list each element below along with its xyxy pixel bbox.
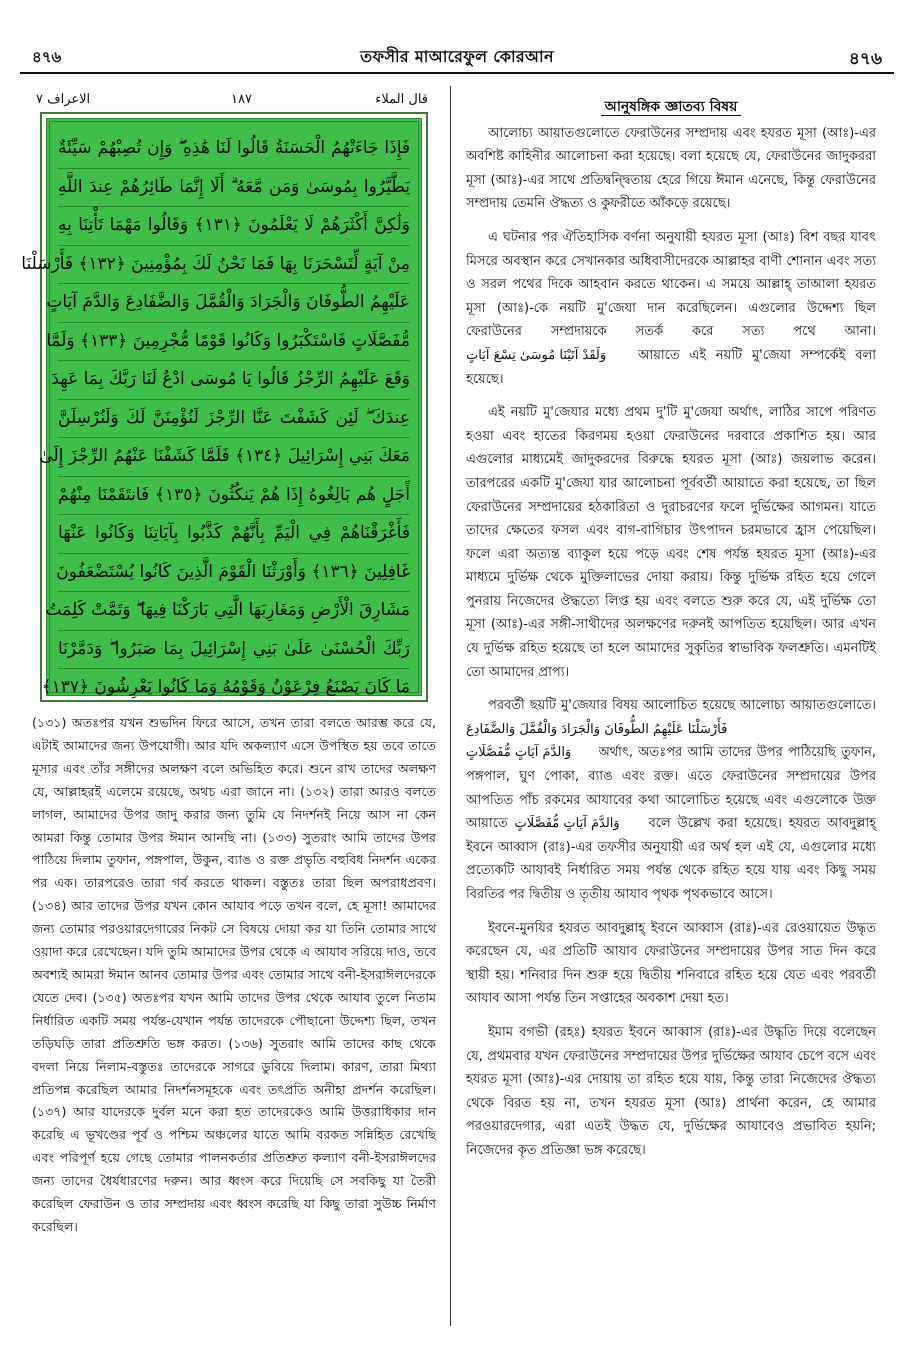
commentary-paragraph: আলোচ্য আয়াতগুলোতে ফেরাউনের সম্প্রদায় এবং হযরত মূসা (আঃ)-এর অবশিষ্ট কাহিনীর আলোচনা করা হয়েছে। বলা হয়েছে যে, ফেরাউনের জাদুকররা মূসা (আঃ)-এর সাথে প্রতিদ্বন্দ্বিতায় হেরে গিয়ে ঈমান এনেছে, কিন্তু ফেরাউনের সম্প্রদায় তেমনি ঔদ্ধত্য ও কুফরীতে আঁকড়ে রয়েছে। — [466, 125, 876, 212]
commentary-paragraph: এ ঘটনার পর ঐতিহাসিক বর্ণনা অনুযায়ী হযরত মূসা (আঃ) বিশ বছর যাবৎ মিসরে অবস্থান করে সেখানকার অধিবাসীদেরকে আল্লাহর বাণী শোনান এবং সত্য ও সরল পথের দিকে আহবান করতে থাকেন। এ সময়ে আল্লাহ্ তাআলা হযরত মূসা (আঃ)-কে নয়টি মু'জেযা দান করেছিলেন। এগুলোর উদ্দেশ্য ছিল ফেরাউনের সম্প্রদায়কে সতর্ক করে সত্য পথে আনা। وَلَقَدْ آتَيْنَا مُوسَىٰ تِسْعَ آيَاتٍ আয়াতে এই নয়টি মু'জেযা সম্পর্কেই বলা হয়েছে। — [466, 229, 877, 387]
quran-line: أَجَلٍ هُم بَالِغُوهُ إِذَا هُمْ يَنكُثُونَ ﴿١٣٥﴾ فَانتَقَمْنَا مِنْهُمْ — [58, 477, 410, 516]
quran-line: فَإِذَا جَاءَتْهُمُ الْحَسَنَةُ قَالُوا لَنَا هَٰذِهِ ۖ وَإِن تُصِبْهُمْ سَيِّئَةٌ — [58, 130, 410, 169]
section-title: আনুষঙ্গিক জ্ঞাতব্য বিষয় — [466, 96, 876, 120]
quran-line: مِنْ آيَةٍ لِّتَسْحَرَنَا بِهَا فَمَا نَحْنُ لَكَ بِمُؤْمِنِينَ ﴿١٣٢﴾ فَأَرْسَلْنَا — [58, 246, 410, 285]
page-header — [20, 28, 894, 70]
arabic-quote: فَأَرْسَلْنَا عَلَيْهِمُ الطُّوفَانَ وَالْجَرَادَ وَالْقُمَّلَ وَالضَّفَادِعَ — [466, 721, 728, 737]
quran-text-box — [21, 112, 428, 702]
translation-text: (১৩১) অতঃপর যখন শুভদিন ফিরে আসে, তখন তারা বলতে আরম্ভ করে যে, এটাই আমাদের জন্য উপযোগী। আর যদি অকল্যাণ এসে উপস্থিত হয় তবে তাতে মূসার এবং তাঁর সঙ্গীদের অলক্ষণ বলে অভিহিত করে। শুনে রাখ তাদের অলক্ষণ যে, আল্লাহরই এলেমে রয়েছে, অথচ এরা জানে না। (১৩২) তারা আরও বলতে লাগল, আমাদের উপর জাদু করার জন্য তুমি যে নিদর্শনই নিয়ে আস না কেন আমরা কিন্তু তোমার উপর ঈমান আনছি না। (১৩৩) সুতরাং আমি তাদের উপর পাঠিয়ে দিলাম তুফান, পঙ্গপাল, উকুন, ব্যাঙ ও রক্ত প্রভৃতি বহুবিধ নিদর্শন একের পর এক। তারপরেও তারা গর্ব করতে থাকল। বস্তুতঃ তারা ছিল অপরাধপ্রবণ। (১৩৪) আর তাদের উপর যখন কোন আযাব পড়ে তখন বলে, হে মূসা! আমাদের জন্য তোমার পরওয়ারদেগারের নিকট সে বিষয়ে দোয়া কর যা তিনি তোমার সাথে ওয়াদা করে রেখেছেন। যদি তুমি আমাদের উপর থেকে এ আযাব সরিয়ে দাও, তবে অবশ্যই আমরা ঈমান আনব তোমার উপর এবং তোমার সাথে বনী-ইসরাঈলদেরকে যেতে দেব। (১৩৫) অতঃপর যখন আমি তাদের উপর থেকে আযাব তুলে নিতাম নির্ধারিত একটি সময় পর্যন্ত-যেখান পর্যন্ত তাদেরকে পৌছানো উদ্দেশ্য ছিল, তখন তড়িঘড়ি তারা প্রতিশ্রুতি ভঙ্গ করত। (১৩৬) সুতরাং আমি তাদের কাছ থেকে বদলা নিয়ে নিলাম-বস্তুতঃ তাদেরকে সাগরে ডুবিয়ে দিলাম। কারণ, তারা মিথ্যা প্রতিপন্ন করেছিল আমার নিদর্শনসমূহকে এবং তৎপ্রতি অনীহা প্রদর্শন করেছিল। (১৩৭) আর যাদেরকে দুর্বল মনে করা হত তাদেরকেও আমি উত্তরাধিকার দান করেছি এ ভূখণ্ডের পূর্ব ও পশ্চিম অঞ্চলের যাতে আমি বরকত সন্নিহিত রেখেছি এবং পরিপূর্ণ হয়ে গেছে তোমার পালনকর্তার প্রতিশ্রুত কল্যাণ বনী-ইসরাঈলদের জন্য তাদের ধৈর্যধারণের দরুন। আর ধ্বংস করে দিয়েছি সে সবকিছু যা তৈরী করেছিল ফেরাউন ও তার সম্প্রদায় এবং ধ্বংস করেছি যা কিছু তারা সুউচ্চ নির্মাণ করেছিল। — [32, 715, 436, 1234]
arabic-quote: وَالدَّمَ آيَاتٍ مُّفَصَّلَاتٍ — [466, 745, 572, 761]
arabic-quote: وَلَقَدْ آتَيْنَا مُوسَىٰ تِسْعَ آيَاتٍ — [466, 347, 607, 363]
running-title: তফসীর মাআরেফুল কোরআন — [360, 47, 554, 66]
quran-line: غَافِلِينَ ﴿١٣٦﴾ وَأَوْرَثْنَا الْقَوْمَ الَّذِينَ كَانُوا يُسْتَضْعَفُونَ — [58, 554, 410, 593]
column-divider — [450, 86, 451, 1326]
commentary-column — [466, 96, 876, 1173]
page-number-right: ৪৭৬ — [848, 49, 882, 69]
quran-line: وَقَعَ عَلَيْهِمُ الرِّجْزُ قَالُوا يَا مُوسَى ادْعُ لَنَا رَبَّكَ بِمَا عَهِدَ — [58, 361, 410, 400]
quran-line: مَشَارِقَ الْأَرْضِ وَمَغَارِبَهَا الَّتِي بَارَكْنَا فِيهَا ۖ وَتَمَّتْ كَلِمَتُ — [58, 592, 410, 631]
quran-line: عَلَيْهِمُ الطُّوفَانَ وَالْجَرَادَ وَالْقُمَّلَ وَالضَّفَادِعَ وَالدَّمَ آيَاتٍ — [58, 284, 410, 323]
quran-line: مُّفَصَّلَاتٍ فَاسْتَكْبَرُوا وَكَانُوا قَوْمًا مُّجْرِمِينَ ﴿١٣٣﴾ وَلَمَّا — [58, 323, 410, 362]
sura-name: الاعراف ٧ — [36, 92, 91, 107]
quran-text-panel — [21, 118, 422, 697]
quran-page-header — [36, 92, 428, 112]
quran-line: رَبِّكَ الْحُسْنَىٰ عَلَىٰ بَنِي إِسْرَائِيلَ بِمَا صَبَرُوا ۖ وَدَمَّرْنَا — [58, 631, 410, 670]
commentary-paragraph: ইবনে-মুনযির হযরত আবদুল্লাহ্ ইবনে আব্বাস (রাঃ)-এর রেওয়ায়েত উদ্ধৃত করেছেন যে, এর প্রতিটি আযাব ফেরাউনের সম্প্রদায়ের উপর সাত দিন করে স্থায়ী হয়। শনিবার দিন শুরু হয়ে দ্বিতীয় শনিবারে রহিত হয়ে যেত এবং পরবর্তী আযাব আসা পর্যন্ত তিন সপ্তাহের অবকাশ দেয়া হত। — [466, 920, 876, 1007]
quran-line: مَا كَانَ يَصْنَعُ فِرْعَوْنُ وَقَوْمُهُ وَمَا كَانُوا يَعْرِشُونَ ﴿١٣٧﴾ — [41, 677, 410, 697]
quran-line: يَطَّيَّرُوا بِمُوسَىٰ وَمَن مَّعَهُ ۗ أَلَا إِنَّمَا طَائِرُهُمْ عِندَ اللَّهِ — [58, 169, 410, 208]
juz-name: قال الملاء — [375, 92, 428, 107]
page-number-left: ৪৭৬ — [32, 48, 62, 66]
commentary-paragraph: পরবর্তী ছয়টি মু'জেযার বিষয় আলোচিত হয়েছে আলোচ্য আয়াতগুলোতে। فَأَرْسَلْنَا عَلَيْهِمُ الطُّوفَانَ وَالْجَرَادَ وَالْقُمَّلَ وَالضَّفَادِعَ وَالدَّمَ آيَاتٍ مُّفَصَّلَاتٍ অর্থাৎ, অতঃপর আমি তাদের উপর পাঠিয়েছি তুফান, পঙ্গপাল, ঘুণ পোকা, ব্যাঙ এবং রক্ত। এতে ফেরাউনের সম্প্রদায়ের উপর আপতিত পাঁচ রকমের আযাবের কথা আলোচিত হয়েছে এবং এগুলোকে উক্ত আয়াতে وَالدَّمَ آيَاتٍ مُّفَصَّلَاتٍ বলে উল্লেখ করা হয়েছে। হযরত আবদুল্লাহ্ ইবনে আব্বাস (রাঃ)-এর তফসীর অনুযায়ী এর অর্থ হল এই যে, এগুলোর মধ্যে প্রত্যেকটি আযাবই নির্ধারিত সময় পর্যন্ত থেকে রহিত হয়ে যায় এবং কিছু সময় বিরতির পর দ্বিতীয় ও তৃতীয় আযাব পৃথক পৃথকভাবে আসে। — [466, 698, 876, 902]
commentary-paragraph: ইমাম বগভী (রহঃ) হযরত ইবনে আব্বাস (রাঃ)-এর উদ্ধৃতি দিয়ে বলেছেন যে, প্রথমবার যখন ফেরাউনের সম্প্রদায়ের উপর দুর্ভিক্ষের আযাব চেপে বসে এবং হযরত মূসা (আঃ)-এর দোয়ায় তা রহিত হয়ে যায়, কিন্তু তারা নিজেদের ঔদ্ধত্য থেকে বিরত হয় না, তখন হযরত মূসা (আঃ) প্রার্থনা করেন, হে আমার পরওয়ারদেগার, এরা এতই উদ্ধত যে, দুর্ভিক্ষের আযাবেও প্রভাবিত হয়নি; নিজেদের কৃত প্রতিজ্ঞা ভঙ্গ করেছে। — [466, 1024, 876, 1158]
arabic-quote: وَالدَّمَ آيَاتٍ مُّفَصَّلَاتٍ — [514, 816, 620, 832]
mushaf-page-number: ١٨٧ — [231, 92, 252, 107]
quran-line: عِندَكَ ۖ لَئِن كَشَفْتَ عَنَّا الرِّجْزَ لَنُؤْمِنَنَّ لَكَ وَلَنُرْسِلَنَّ — [58, 400, 410, 439]
quran-line: فَأَغْرَقْنَاهُمْ فِي الْيَمِّ بِأَنَّهُمْ كَذَّبُوا بِآيَاتِنَا وَكَانُوا عَنْهَا — [58, 515, 410, 554]
header-rule — [20, 72, 894, 74]
quran-line: مَعَكَ بَنِي إِسْرَائِيلَ ﴿١٣٤﴾ فَلَمَّا كَشَفْنَا عَنْهُمُ الرِّجْزَ إِلَىٰ — [58, 438, 410, 477]
quran-line: وَلَٰكِنَّ أَكْثَرَهُمْ لَا يَعْلَمُونَ ﴿١٣١﴾ وَقَالُوا مَهْمَا تَأْتِنَا بِهِ — [58, 207, 410, 246]
commentary-paragraph: এই নয়টি মু'জেযার মধ্যে প্রথম দু'টি মু'জেযা অর্থাৎ, লাঠির সাপে পরিণত হওয়া এবং হাতের কিরণময় হওয়া ফেরাউনের দরবারে প্রকাশিত হয়। আর এগুলোর মাধ্যমেই জাদুকরদের বিরুদ্ধে হযরত মূসা (আঃ) জয়লাভ করেন। তারপরের একটি মু'জেযা যার আলোচনা পূর্ববর্তী আয়াতে করা হয়েছে, তা ছিল ফেরাউনের সম্প্রদায়ের হঠকারিতা ও দুরাচরণের ফলে দুর্ভিক্ষের আগমন। যাতে তাদের ক্ষেতের ফসল এবং বাগ-বাগিচার উৎপাদন চরমভাবে হ্রাস পেয়েছিল। ফলে এরা অত্যন্ত ব্যাকুল হয়ে পড়ে এবং শেষ পর্যন্ত হযরত মূসা (আঃ)-এর মাধ্যমে দুর্ভিক্ষ থেকে মুক্তিলাভের দোয়া করায়। কিন্তু দুর্ভিক্ষ রহিত হয়ে গেলে পুনরায় নিজেদের ঔদ্ধত্যে লিপ্ত হয় এবং বলতে শুরু করে যে, এই দুর্ভিক্ষ তো মূসা (আঃ)-এর সঙ্গী-সাথীদের অলক্ষণের দরুনই আপতিত হয়েছিল। আর এখন যে দুর্ভিক্ষ রহিত হয়েছে তা হলে আমাদের সুকৃতির স্বাভাবিক ফলশ্রুতি। এমনটিই তো আমাদের প্রাপ্য। — [466, 405, 876, 680]
